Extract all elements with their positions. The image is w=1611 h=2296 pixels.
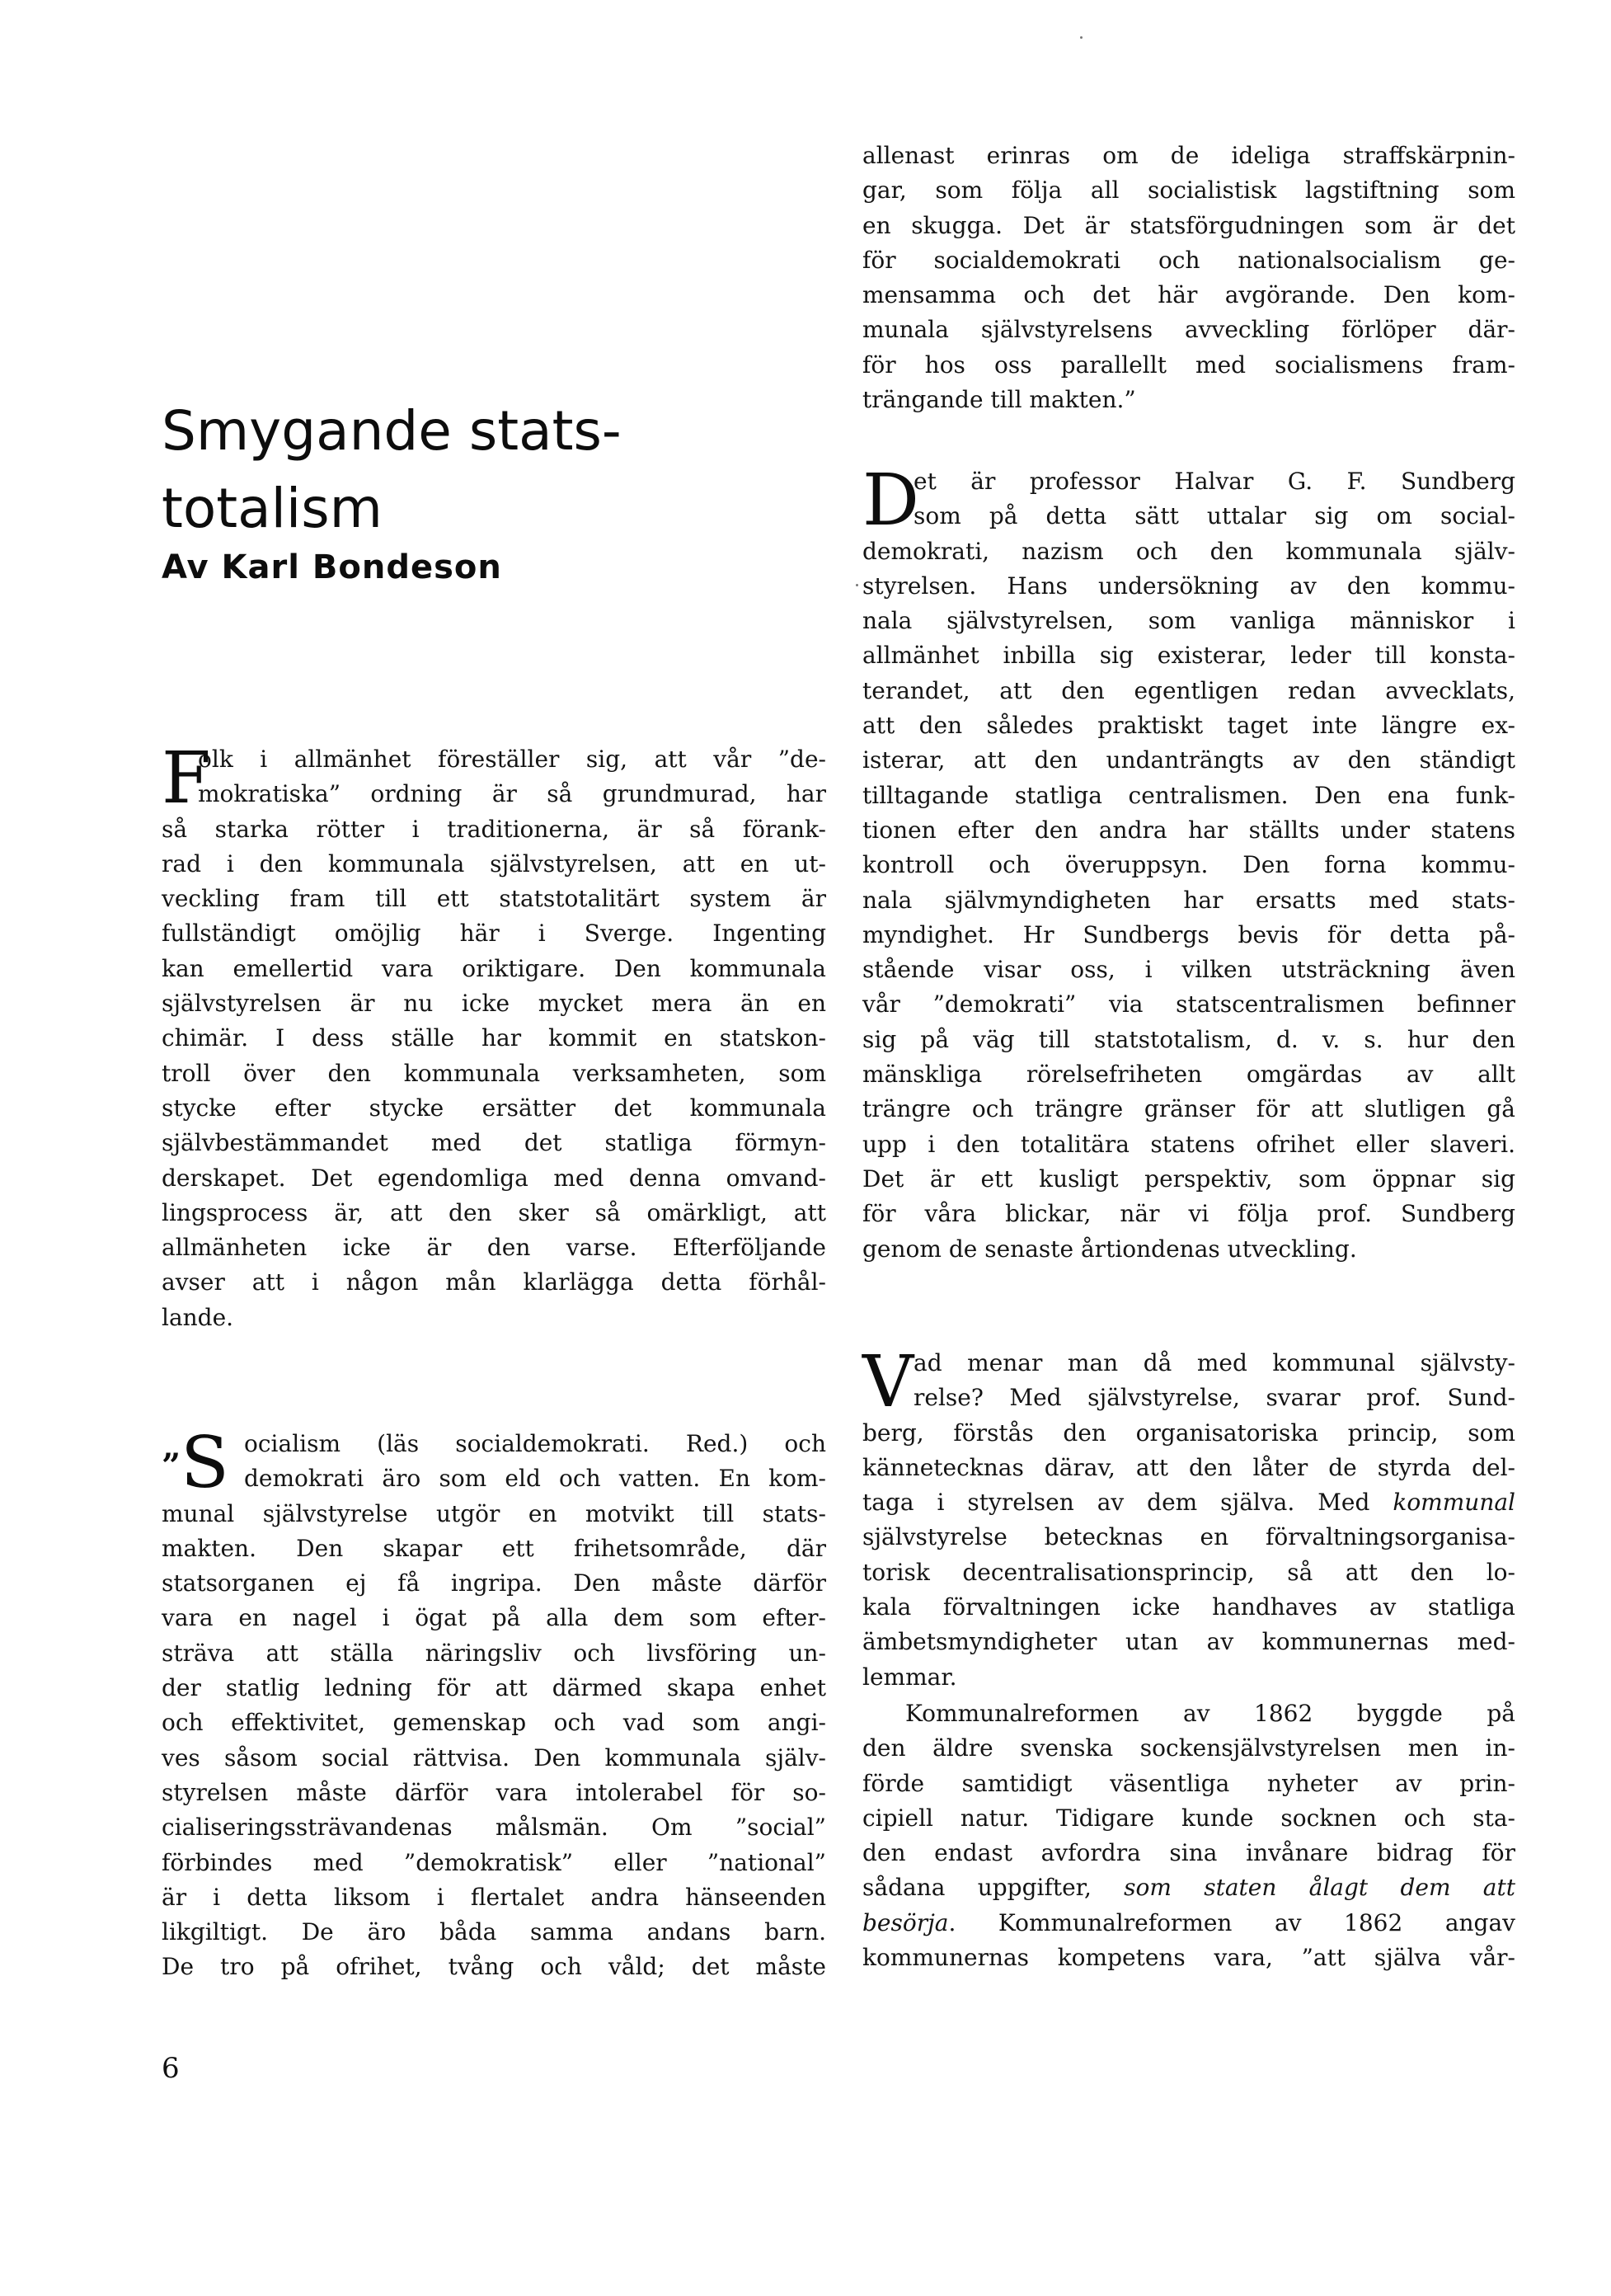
- text-line-mixed: [862, 1906, 1515, 1941]
- text-line: nala självstyrelsen, som vanliga människor i: [862, 607, 1515, 635]
- text-segment: sådana uppgifter,: [862, 1874, 1125, 1902]
- text-line: och effektivitet, gemenskap och vad som angi-: [162, 1709, 826, 1737]
- text-line-mixed: [862, 1870, 1515, 1905]
- right-column-sundberg: [862, 459, 1515, 1267]
- drop-cap-V: V: [862, 1341, 914, 1423]
- right-column-top: [862, 139, 1515, 417]
- right-column-definition: [862, 1341, 1515, 1695]
- right-column-reform: [862, 1696, 1515, 1975]
- text-line: demokrati äro som eld och vatten. En kom-: [244, 1465, 826, 1493]
- text-line: den äldre svenska sockensjälvstyrelsen men in-: [862, 1734, 1515, 1762]
- paragraph-reform-1862: [862, 1696, 1515, 1975]
- text-line: berg, förstås den organisatoriska princip, som: [862, 1419, 1515, 1447]
- paragraph-quote-continued: [862, 139, 1515, 417]
- text-line: terandet, att den egentligen redan avvecklats,: [862, 676, 1515, 704]
- paragraph-quote: [162, 1422, 826, 1985]
- text-line: munala självstyrelsens avveckling förlöper där-: [862, 316, 1515, 344]
- left-column: [162, 737, 826, 1335]
- text-line: stycke efter stycke ersätter det kommunala: [162, 1094, 826, 1122]
- page-number: 6: [162, 2052, 180, 2085]
- text-line: upp i den totalitära statens ofrihet eller slaveri.: [862, 1130, 1515, 1158]
- text-line: genom de senaste årtiondenas utveckling.: [862, 1235, 1357, 1263]
- italic-phrase: som staten ålagt dem att: [1124, 1874, 1515, 1902]
- text-line: som på detta sätt uttalar sig om social-: [914, 502, 1515, 530]
- text-line: tilltagande statliga centralismen. Den ena funk-: [862, 781, 1515, 809]
- paragraph-sundberg: [862, 459, 1515, 1267]
- text-line-mixed: [862, 1485, 1515, 1520]
- text-line: sig på väg till statstotalism, d. v. s. hur den: [862, 1025, 1515, 1053]
- text-line: självbestämmandet med det statliga förmyn-: [162, 1129, 826, 1157]
- text-line: ocialism (läs socialdemokrati. Red.) och: [244, 1430, 826, 1457]
- text-line: cialiseringssträvandenas målsmän. Om ”social”: [162, 1814, 826, 1842]
- text-line: är i detta liksom i flertalet andra hänseenden: [162, 1883, 826, 1911]
- text-line: torisk decentralisationsprincip, så att den lo-: [862, 1558, 1515, 1586]
- title-line-1: Smygande stats-: [162, 399, 622, 463]
- text-line: förde samtidigt väsentliga nyheter av prin-: [862, 1769, 1515, 1797]
- text-line: ämbetsmyndigheter utan av kommunernas med-: [862, 1628, 1515, 1656]
- text-line: olk i allmänhet föreställer sig, att vår ”de-: [198, 746, 826, 773]
- text-line: der statlig ledning för att därmed skapa enhet: [162, 1674, 826, 1702]
- text-line: derskapet. Det egendomliga med denna omvand-: [162, 1164, 826, 1192]
- drop-cap-F: F: [162, 737, 211, 820]
- text-line: ad menar man då med kommunal självsty-: [914, 1349, 1515, 1376]
- drop-cap-S: [162, 1422, 229, 1504]
- text-line: allmänhet inbilla sig existerar, leder till konsta-: [862, 642, 1515, 670]
- text-line: så starka rötter i traditionerna, är så förank-: [162, 815, 826, 843]
- text-line: nala självmyndigheten har ersatts med stats-: [862, 886, 1515, 914]
- title-line-2: totalism: [162, 477, 383, 541]
- text-line: likgiltigt. De äro båda samma andans barn.: [162, 1918, 826, 1946]
- text-line: statsorganen ej få ingripa. Den måste därför: [162, 1569, 826, 1597]
- text-line: allmänheten icke är den varse. Efterföljande: [162, 1234, 826, 1262]
- text-line: styrelsen. Hans undersökning av den kommu-: [862, 572, 1515, 600]
- text-line: chimär. I dess ställe har kommit en statskon-: [162, 1024, 826, 1052]
- text-segment: taga i styrelsen av dem själva. Med: [862, 1489, 1393, 1517]
- drop-cap-letter: S: [181, 1422, 229, 1504]
- text-line: isterar, att den undanträngts av den ständigt: [862, 746, 1515, 774]
- text-line: et är professor Halvar G. F. Sundberg: [914, 468, 1515, 495]
- text-line: troll över den kommunala verksamheten, som: [162, 1059, 826, 1087]
- text-line: relse? Med självstyrelse, svarar prof. Sund-: [914, 1384, 1515, 1412]
- text-line: självstyrelse betecknas en förvaltningsorganisa-: [862, 1523, 1515, 1551]
- article-title: [162, 393, 788, 548]
- text-line: lande.: [162, 1303, 234, 1331]
- text-segment: . Kommunalreformen av 1862 angav: [948, 1908, 1515, 1936]
- text-line: styrelsen måste därför vara intolerabel för so-: [162, 1778, 826, 1806]
- article-byline: Av Karl Bondeson: [162, 548, 502, 586]
- text-line: kännetecknas därav, att den låter de styrda del-: [862, 1453, 1515, 1481]
- drop-cap-D: D: [862, 459, 919, 542]
- text-line: tionen efter den andra har ställts under statens: [862, 816, 1515, 844]
- text-line: vår ”demokrati” via statscentralismen befinner: [862, 990, 1515, 1019]
- text-line: De tro på ofrihet, tvång och våld; det måste: [162, 1953, 826, 1981]
- text-line: trängande till makten.”: [862, 386, 1136, 414]
- text-line: mokratiska” ordning är så grundmurad, har: [198, 780, 826, 808]
- text-line: kala förvaltningen icke handhaves av statliga: [862, 1593, 1515, 1621]
- text-line: kan emellertid vara oriktigare. Den kommunala: [162, 954, 826, 982]
- scan-speck: [856, 584, 858, 586]
- text-line: för socialdemokrati och nationalsocialism ge-: [862, 246, 1515, 274]
- text-line: gar, som följa all socialistisk lagstiftning som: [862, 176, 1515, 205]
- text-line: cipiell natur. Tidigare kunde socknen och sta-: [862, 1804, 1515, 1832]
- text-line: veckling fram till ett statstotalitärt system är: [162, 885, 826, 913]
- text-line: myndighet. Hr Sundbergs bevis för detta på-: [862, 920, 1515, 948]
- text-line: ves såsom social rättvisa. Den kommunala själv-: [162, 1743, 826, 1771]
- text-line: självstyrelsen är nu icke mycket mera än en: [162, 990, 826, 1018]
- text-line: för våra blickar, när vi följa prof. Sundberg: [862, 1200, 1515, 1228]
- text-line: förbindes med ”demokratisk” eller ”national”: [162, 1848, 826, 1876]
- text-line: demokrati, nazism och den kommunala själv-: [862, 537, 1515, 565]
- italic-term: kommunal: [1393, 1489, 1515, 1517]
- text-line: vara en nagel i ögat på alla dem som efter-: [162, 1604, 826, 1632]
- text-line: rad i den kommunala självstyrelsen, att en ut-: [162, 849, 826, 877]
- text-line: lemmar.: [862, 1663, 957, 1691]
- text-line: sträva att ställa näringsliv och livsföring un-: [162, 1639, 826, 1667]
- text-line: kontroll och överuppsyn. Den forna kommu-: [862, 851, 1515, 879]
- text-line: makten. Den skapar ett frihetsområde, där: [162, 1534, 826, 1562]
- text-line: den endast avfordra sina invånare bidrag för: [862, 1839, 1515, 1867]
- text-line: avser att i någon mån klarlägga detta förhål-: [162, 1268, 826, 1296]
- opening-quote-mark: ”: [162, 1447, 181, 1485]
- text-line: mänskliga rörelsefriheten omgärdas av allt: [862, 1061, 1515, 1089]
- text-line: allenast erinras om de ideliga straffskärpnin-: [862, 142, 1515, 169]
- scan-speck: [1080, 36, 1083, 39]
- paragraph-intro: [162, 737, 826, 1335]
- text-line: trängre och trängre gränser för att slutligen gå: [862, 1095, 1515, 1123]
- italic-phrase: besörja: [862, 1908, 949, 1936]
- text-line: lingsprocess är, att den sker så omärkligt, att: [162, 1198, 826, 1226]
- text-line: stående visar oss, i vilken utsträckning även: [862, 956, 1515, 984]
- text-line: Kommunalreformen av 1862 byggde på: [905, 1700, 1515, 1727]
- left-column-quote: [162, 1422, 826, 1985]
- text-line: fullständigt omöjlig här i Sverge. Ingenting: [162, 920, 826, 948]
- text-line: Det är ett kusligt perspektiv, som öppnar sig: [862, 1164, 1515, 1193]
- text-line: för hos oss parallellt med socialismens fram-: [862, 351, 1515, 379]
- text-line: munal självstyrelse utgör en motvikt till stats-: [162, 1499, 826, 1527]
- text-line: kommunernas kompetens vara, ”att själva vår-: [862, 1944, 1515, 1972]
- text-line: en skugga. Det är statsförgudningen som är det: [862, 211, 1515, 239]
- text-line: mensamma och det här avgörande. Den kom-: [862, 281, 1515, 309]
- text-line: att den således praktiskt taget inte längre ex-: [862, 712, 1515, 740]
- paragraph-definition: [862, 1341, 1515, 1695]
